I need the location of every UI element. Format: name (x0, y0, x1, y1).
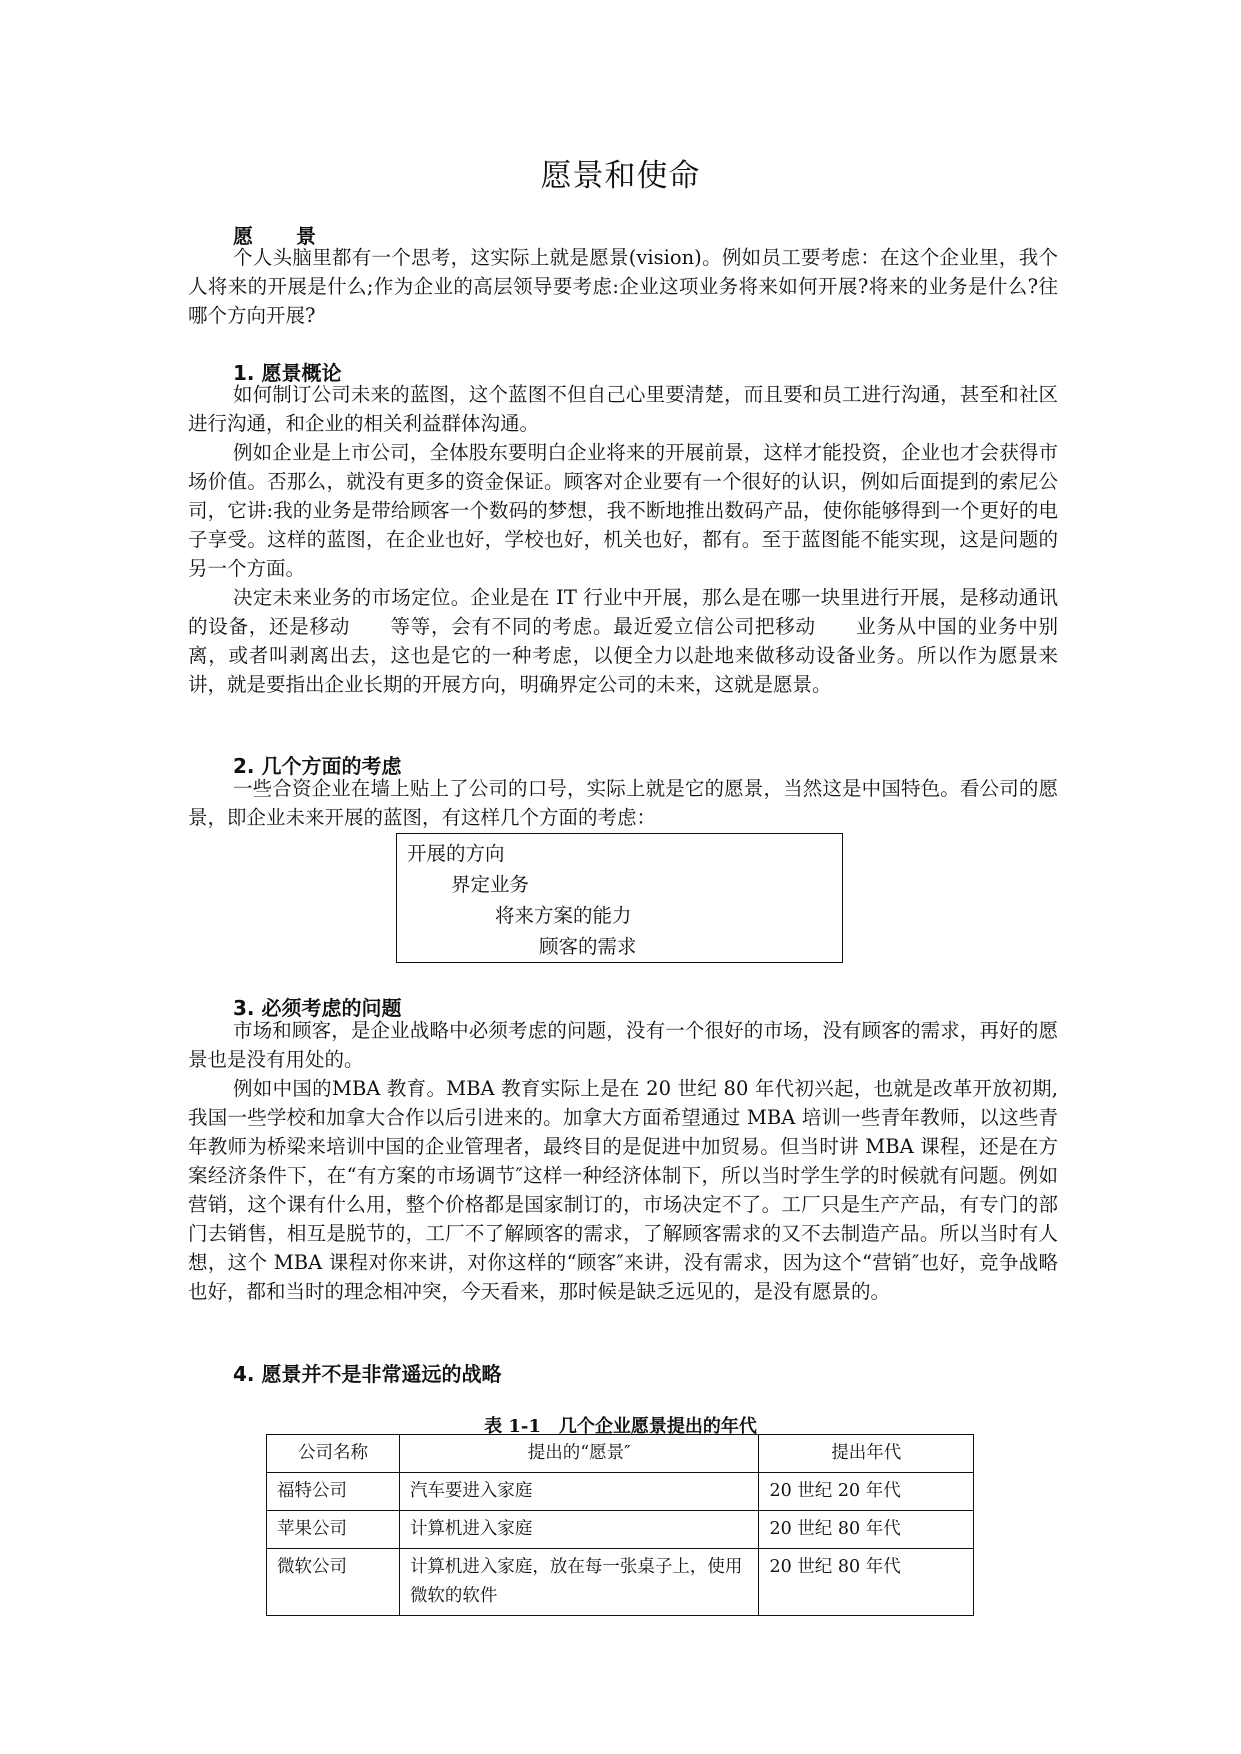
section-heading-4: 4. 愿景并不是非常遥远的战略 (233, 1362, 502, 1386)
page-title: 愿景和使命 (540, 158, 701, 194)
section-heading-2: 2. 几个方面的考虑 (233, 754, 402, 778)
considerations-box (396, 833, 843, 963)
column-header: 提出的“愿景″ (399, 1435, 759, 1473)
section-heading-vision: 愿 景 (233, 224, 334, 248)
paragraph: 如何制订公司未来的蓝图，这个蓝图不但自己心里要清楚，而且要和员工进行沟通，甚至和社区进行沟通，和企业的相关利益群体沟通。 (188, 383, 1058, 435)
diagram-item: 开展的方向 (407, 842, 505, 865)
table-cell: 20 世纪 20 年代 (759, 1473, 974, 1511)
paragraph: 个人头脑里都有一个思考，这实际上就是愿景(vision)。例如员工要考虑：在这个企业里，我个人将来的开展是什么;作为企业的高层领导要考虑:企业这项业务将来如何开展?将来的业务是什么?往哪个方向开展? (188, 246, 1058, 327)
diagram-item: 顾客的需求 (539, 935, 637, 958)
table-header-row (267, 1435, 974, 1473)
paragraph: 一些合资企业在墙上贴上了公司的口号，实际上就是它的愿景，当然这是中国特色。看公司的愿景，即企业未来开展的蓝图，有这样几个方面的考虑： (188, 777, 1058, 829)
paragraph: 例如中国的MBA 教育。MBA 教育实际上是在 20 世纪 80 年代初兴起，也就是改革开放初期,我国一些学校和加拿大合作以后引进来的。加拿大方面希望通过 MBA 培训一些青年教师，以这些青年教师为桥梁来培训中国的企业管理者，最终目的是促进中加贸易。但当时讲 MBA 课程，还是在方案经济条件下，在“有方案的市场调节″这样一种经济体制下，所以当时学生学的时候就有问题。例如营销，这个课有什么用，整个价格都是国家制订的，市场决定不了。工厂只是生产产品，有专门的部门去销售，相互是脱节的，工厂不了解顾客的需求，了解顾客需求的又不去制造产品。所以当时有人想，这个 MBA 课程对你来讲，对你这样的“顾客″来讲，没有需求，因为这个“营销″也好，竞争战略也好，都和当时的理念相冲突，今天看来，那时候是缺乏远见的，是没有愿景的。 (188, 1077, 1058, 1303)
diagram-item: 界定业务 (451, 873, 530, 896)
section-heading-1: 1. 愿景概论 (233, 361, 342, 385)
table-cell: 计算机进入家庭 (399, 1511, 759, 1549)
table-cell: 汽车要进入家庭 (399, 1473, 759, 1511)
vision-table (266, 1434, 974, 1616)
section-heading-3: 3. 必须考虑的问题 (233, 996, 402, 1020)
table-cell: 福特公司 (267, 1473, 400, 1511)
paragraph: 例如企业是上市公司，全体股东要明白企业将来的开展前景，这样才能投资，企业也才会获得市场价值。否那么，就没有更多的资金保证。顾客对企业要有一个很好的认识，例如后面提到的索尼公司，它讲:我的业务是带给顾客一个数码的梦想，我不断地推出数码产品，使你能够得到一个更好的电子享受。这样的蓝图，在企业也好，学校也好，机关也好，都有。至于蓝图能不能实现，这是问题的另一个方面。 (188, 441, 1058, 580)
table-row (267, 1549, 974, 1616)
column-header: 提出年代 (759, 1435, 974, 1473)
table-row (267, 1473, 974, 1511)
table-cell: 20 世纪 80 年代 (759, 1549, 974, 1616)
table-row (267, 1511, 974, 1549)
table-caption: 表 1-1 几个企业愿景提出的年代 (484, 1416, 757, 1437)
table-cell: 微软公司 (267, 1549, 400, 1616)
paragraph: 决定未来业务的市场定位。企业是在 IT 行业中开展，那么是在哪一块里进行开展，是移动通讯的设备，还是移动 等等，会有不同的考虑。最近爱立信公司把移动 业务从中国的业务中别离，或者叫剥离出去，这也是它的一种考虑，以便全力以赴地来做移动设备业务。所以作为愿景来讲，就是要指出企业长期的开展方向，明确界定公司的未来，这就是愿景。 (188, 586, 1058, 696)
diagram-item: 将来方案的能力 (495, 904, 632, 927)
table-cell: 20 世纪 80 年代 (759, 1511, 974, 1549)
table-cell: 苹果公司 (267, 1511, 400, 1549)
table-cell: 计算机进入家庭，放在每一张桌子上，使用微软的软件 (399, 1549, 759, 1616)
column-header: 公司名称 (267, 1435, 400, 1473)
paragraph: 市场和顾客，是企业战略中必须考虑的问题，没有一个很好的市场，没有顾客的需求，再好的愿景也是没有用处的。 (188, 1019, 1058, 1071)
